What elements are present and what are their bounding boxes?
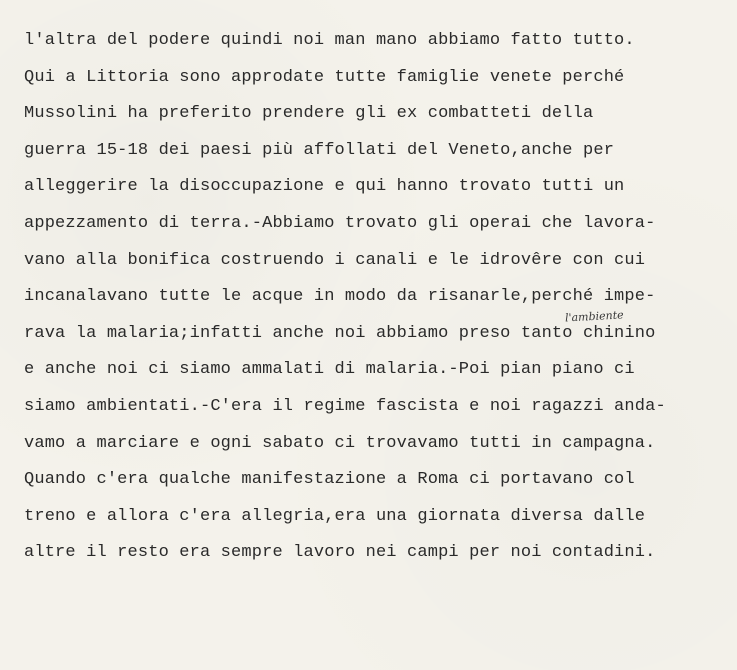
text-line-6: appezzamento di terra.-Abbiamo trovato gli operai che lavora-: [24, 213, 656, 233]
text-line-15: altre il resto era sempre lavoro nei campi per noi contadini.: [24, 543, 656, 563]
text-line-12: vamo a marciare e ogni sabato ci trovavamo tutti in campagna.: [24, 433, 656, 453]
text-line-3: Mussolini ha preferito prendere gli ex combatteti della: [24, 104, 594, 124]
text-line-2: Qui a Littoria sono approdate tutte famiglie venete perché: [24, 67, 625, 87]
text-line-4: guerra 15-18 dei paesi più affollati del Veneto,anche per: [24, 140, 615, 160]
typed-text-block: [24, 23, 729, 572]
text-line-1: l'altra del podere quindi noi man mano abbiamo fatto tutto.: [24, 31, 635, 50]
text-line-9: rava la malaria;infatti anche noi abbiamo preso tanto chinino: [24, 323, 656, 343]
text-line-5: alleggerire la disoccupazione e qui hanno trovato tutti un: [24, 177, 625, 197]
handwritten-annotation: l'ambiente: [564, 308, 624, 325]
text-line-11: siamo ambientati.-C'era il regime fascista e noi ragazzi anda-: [24, 396, 666, 416]
text-line-10: e anche noi ci siamo ammalati di malaria.-Poi pian piano ci: [24, 360, 635, 380]
text-line-8: incanalavano tutte le acque in modo da risanarle,perché impe-: [24, 287, 656, 307]
text-line-13: Quando c'era qualche manifestazione a Roma ci portavano col: [24, 470, 635, 490]
text-line-14: treno e allora c'era allegria,era una giornata diversa dalle: [24, 506, 646, 526]
text-line-7: vano alla bonifica costruendo i canali e le idrovêre con cui: [24, 250, 646, 270]
